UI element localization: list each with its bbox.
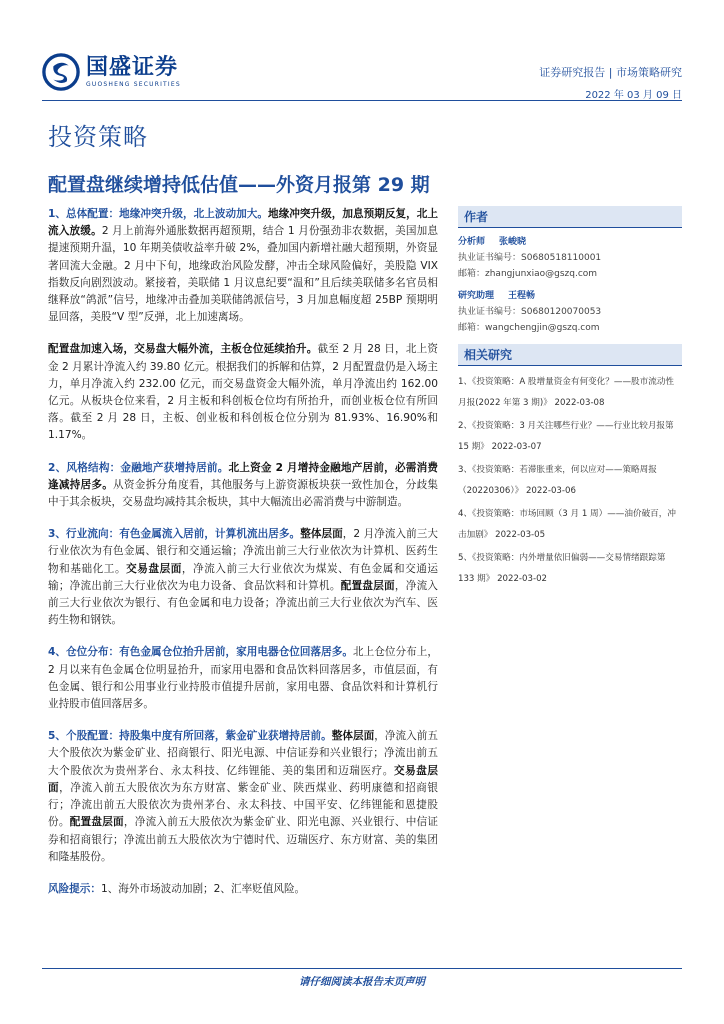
body-text: 2 月上前海外通胀数据再超预期，结合 1 月份强劲非农数据，美国加息提速预期升温，10 年期美债收益率升破 2%，叠加国内新增社融大超预期，外资显著回流大金融。2 月中下旬，地缘政治风险发酵，冲击全球风险偏好，美股隐 VIX 指数反向剧烈波动。紧接着，美联储 1 月议息纪要“温和”且后续美联储多名官员相继释放“鸽派”信号，地缘冲击叠加美联储鸽派信号，3 月加息幅度超 25BP 预期明显回落，美股“V 型”反弹，北上加速离场。 — [48, 225, 438, 324]
section-heading: 4、仓位分布：有色金属仓位抬升居前，家用电器仓位回落居多。 — [48, 646, 354, 659]
analyst-name: 王程畅 — [508, 291, 536, 301]
risk-heading: 风险提示： — [48, 882, 101, 895]
sidebar — [458, 206, 682, 592]
related-report-title: 4、《投资策略：市场回顾（3 月 1 周）——油价破百，冲击加剧》 — [458, 509, 676, 540]
related-report-title: 3、《投资策略：若滞胀重来，何以应对——策略周报（20220306）》 — [458, 465, 657, 496]
analyst-role: 分析师 — [458, 237, 486, 247]
risk-warning — [48, 881, 438, 898]
guosheng-logo-icon — [42, 53, 80, 91]
analyst-cert: 执业证书编号：S0680120070053 — [458, 307, 602, 317]
analyst-name: 张峻晓 — [499, 237, 527, 247]
authors-heading: 作者 — [458, 206, 682, 228]
related-report-title: 1、《投资策略：A 股增量资金有何变化？——股市流动性月报(2022 年第 3 期)》 — [458, 377, 675, 408]
logo-chinese-name: 国盛证券 — [86, 55, 179, 80]
related-report-link[interactable] — [458, 416, 682, 458]
analyst-card — [458, 288, 682, 336]
analyst-cert: 执业证书编号：S0680518110001 — [458, 253, 602, 263]
section-heading: 5、个股配置：持股集中度有所回落，紫金矿业获增持居前。 — [48, 730, 332, 743]
key-point: 配置盘层面 — [69, 816, 124, 829]
related-report-link[interactable] — [458, 372, 682, 414]
analyst-email: 邮箱：zhangjunxiao@gszq.com — [458, 269, 598, 279]
key-point: 北上资金 2 月增持金融地产居前，必需消费逢减持居多。 — [48, 461, 438, 491]
related-report-date: 2022-03-02 — [497, 574, 548, 584]
body-text: ，净流入前五大股依次为紫金矿业、阳光电源、兴业银行、中信证券和招商银行；净流出前五大股依次为宁德时代、迈瑞医疗、东方财富、美的集团和隆基股份。 — [48, 816, 439, 863]
doc-type: 投资策略 — [48, 123, 148, 151]
related-research-heading: 相关研究 — [458, 344, 682, 366]
footer-divider — [42, 968, 682, 969]
related-research-list — [458, 372, 682, 590]
key-point: 配置盘层面 — [340, 579, 395, 592]
section-heading: 3、行业流向：有色金属流入居前，计算机流出居多。 — [48, 528, 301, 541]
risk-text: 1、海外市场波动加剧；2、汇率贬值风险。 — [100, 882, 306, 895]
related-report-title: 2、《投资策略：3 月关注哪些行业？——行业比较月报第 15 期》 — [458, 421, 674, 452]
body-text: ，净流入前五大股依次为东方财富、紫金矿业、陕西煤业、药明康德和招商银行；净流出前五大股依次为贵州茅台、永太科技、中国平安、亿纬锂能和恩捷股份。 — [48, 781, 439, 829]
summary-paragraph-3 — [48, 460, 438, 512]
section-heading: 2、风格结构：金融地产获增持居前。 — [48, 461, 229, 474]
key-point: 交易盘层面 — [126, 562, 182, 575]
summary-paragraph-5 — [48, 644, 438, 713]
report-title: 配置盘继续增持低估值——外资月报第 29 期 — [48, 174, 430, 196]
body-text: 截至 2 月 28 日，北上资金 2 月累计净流入约 39.80 亿元。根据我们的拆解和估算，2 月配置盘仍是入场主力，单月净流入约 232.00 亿元，而交易盘资金大幅外流，单月净流出约 162.00 亿元。从板块仓位来看，2 月主板和科创板仓位均有所抬升，而创业板仓位有所回落。截至 2 月 28 日，主板、创业板和科创板仓位分别为 81.93%、16.90%和 1.17%。 — [48, 343, 438, 442]
related-report-date: 2022-03-08 — [554, 398, 605, 408]
footer-disclaimer: 请仔细阅读本报告末页声明 — [299, 976, 425, 988]
body-text: ，净流入前五大个股依次为紫金矿业、招商银行、阳光电源、中信证券和兴业银行；净流出前五大个股依次为贵州茅台、永太科技、亿纬锂能、美的集团和迈瑞医疗。 — [48, 730, 439, 777]
logo-english-name: GUOSHENG SECURITIES — [86, 81, 181, 88]
body-text: ，净流入前三大行业依次为煤炭、有色金属和交通运输；净流出前三大行业依次为电力设备、食品饮料和计算机。 — [48, 562, 439, 592]
related-report-link[interactable] — [458, 460, 682, 502]
key-point: 整体层面 — [300, 528, 343, 541]
related-report-date: 2022-03-05 — [495, 530, 546, 540]
report-date: 2022 年 03 月 09 日 — [585, 90, 682, 101]
header-divider — [42, 100, 682, 101]
key-point: 配置盘加速入场，交易盘大幅外流，主板仓位延续抬升。 — [48, 343, 318, 356]
related-report-date: 2022-03-07 — [491, 442, 542, 452]
key-point: 地缘冲突升级，加息预期反复，北上流入放缓。 — [48, 208, 439, 238]
related-report-title: 5、《投资策略：内外增量依旧偏弱——交易情绪跟踪第 133 期》 — [458, 553, 666, 584]
related-report-link[interactable] — [458, 548, 682, 590]
section-heading: 1、总体配置：地缘冲突升级，北上波动加大。 — [48, 208, 268, 220]
analyst-card — [458, 234, 682, 282]
summary-paragraph-1 — [48, 206, 438, 326]
key-point: 整体层面 — [331, 730, 375, 743]
related-report-link[interactable] — [458, 504, 682, 546]
body-text: ，净流入前三大行业依次为银行、有色金属和电力设备；净流出前三大行业依次为汽车、医药生物和钢铁。 — [48, 579, 439, 627]
report-category: 证券研究报告 | 市场策略研究 — [539, 66, 682, 79]
company-logo — [42, 53, 181, 91]
body-text: ，2 月净流入前三大行业依次为有色金属、银行和交通运输；净流出前三大行业依次为计算机、医药生物和基础化工。 — [48, 528, 439, 575]
related-report-date: 2022-03-06 — [525, 486, 576, 496]
analyst-email: 邮箱：wangchengjin@gszq.com — [458, 323, 600, 333]
main-content — [48, 206, 438, 913]
analyst-role: 研究助理 — [458, 291, 495, 301]
summary-paragraph-4 — [48, 526, 438, 629]
summary-paragraph-2 — [48, 341, 438, 444]
key-point: 交易盘层面 — [48, 764, 439, 794]
body-text: 北上仓位分布上，2 月以来有色金属仓位明显抬升，而家用电器和食品饮料回落居多，市值层面，有色金属、银行和公用事业行业持股市值提升居前，家用电器、食品饮料和计算机行业持股市值回落居多。 — [48, 646, 439, 711]
body-text: 从资金拆分角度看，其他服务与上游资源板块获一致性加仓，分歧集中于其余板块，交易盘均减持其余板块，其中大幅流出必需消费与中游制造。 — [48, 478, 439, 509]
summary-paragraph-6 — [48, 728, 438, 866]
